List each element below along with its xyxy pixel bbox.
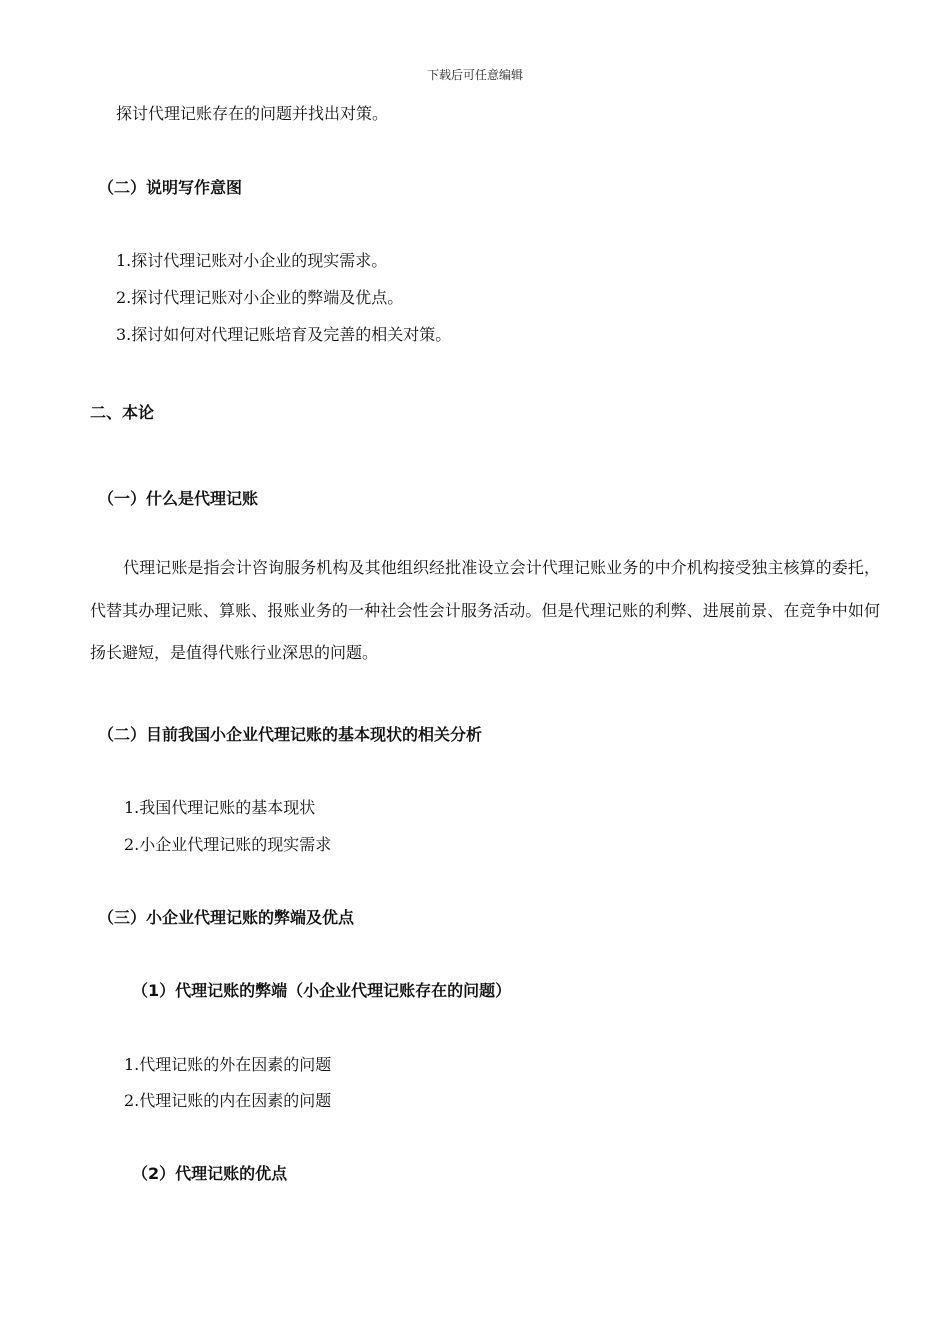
- list-item: 3.探讨如何对代理记账培育及完善的相关对策。: [116, 325, 452, 344]
- list-item: 1.代理记账的外在因素的问题: [124, 1055, 332, 1074]
- part-heading-1: （1）代理记账的弊端（小企业代理记账存在的问题）: [132, 981, 512, 1000]
- subsection-heading-2: （二）目前我国小企业代理记账的基本现状的相关分析: [98, 725, 483, 744]
- subsection-heading-1: （一）什么是代理记账: [98, 489, 259, 508]
- part-heading-2: （2）代理记账的优点: [132, 1164, 288, 1183]
- definition-paragraph: 代理记账是指会计咨询服务机构及其他组织经批准设立会计代理记账业务的中介机构接受独主核算的委托，代替其办理记账、算账、报账业务的一种社会性会计服务活动。但是代理记账的利弊、进展前景、在竞争中如何扬长避短，是值得代账行业深思的问题。: [90, 558, 880, 662]
- list-item: 2.代理记账的内在因素的问题: [124, 1091, 332, 1110]
- intro-text: 探讨代理记账存在的问题并找出对策。: [116, 104, 389, 123]
- page-header: 下载后可任意编辑: [426, 68, 523, 82]
- list-item: 2.探讨代理记账对小企业的弊端及优点。: [116, 288, 404, 307]
- list-item: 1.我国代理记账的基本现状: [124, 798, 316, 817]
- subsection-heading-3: （三）小企业代理记账的弊端及优点: [98, 908, 355, 927]
- list-item: 1.探讨代理记账对小企业的现实需求。: [116, 251, 388, 270]
- list-item: 2.小企业代理记账的现实需求: [124, 835, 332, 854]
- main-heading: 二、本论: [90, 403, 155, 422]
- section-heading-intent: （二）说明写作意图: [98, 178, 243, 197]
